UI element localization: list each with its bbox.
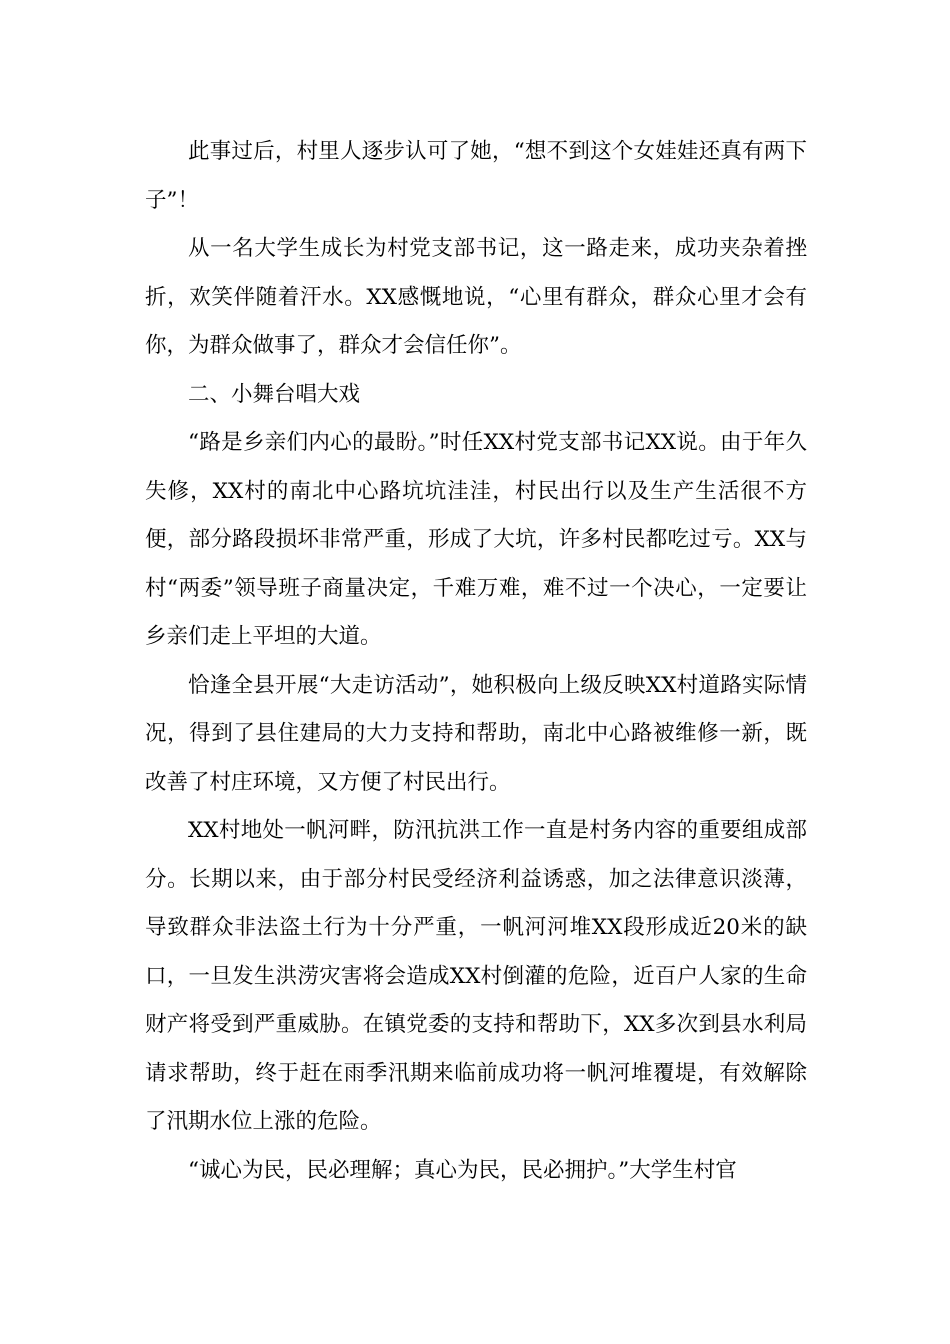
- section-heading: 二、小舞台唱大戏: [188, 381, 361, 407]
- document-page: [145, 128, 807, 1195]
- paragraph-2: 从一名大学生成长为村党支部书记，这一路走来，成功夹杂着挫折，欢笑伴随着汗水。XX感慨地说，“心里有群众，群众心里才会有你，为群众做事了，群众才会信任你”。: [145, 236, 807, 358]
- paragraph-4: 恰逢全县开展“大走访活动”，她积极向上级反映XX村道路实际情况，得到了县住建局的大力支持和帮助，南北中心路被维修一新，既改善了村庄环境，又方便了村民出行。: [145, 672, 807, 795]
- paragraph-3: “路是乡亲们内心的最盼。”时任XX村党支部书记XX说。由于年久失修，XX村的南北中心路坑坑洼洼，村民出行以及生产生活很不方便，部分路段损坏非常严重，形成了大坑，许多村民都吃过亏。XX与村“两委”领导班子商量决定，千难万难，难不过一个决心，一定要让乡亲们走上平坦的大道。: [145, 430, 807, 649]
- paragraph-5: XX村地处一帆河畔，防汛抗洪工作一直是村务内容的重要组成部分。长期以来，由于部分村民受经济利益诱惑，加之法律意识淡薄，导致群众非法盗土行为十分严重，一帆河河堆XX段形成近20米的缺口，一旦发生洪涝灾害将会造成XX村倒灌的危险，近百户人家的生命财产将受到严重威胁。在镇党委的支持和帮助下，XX多次到县水利局请求帮助，终于赶在雨季汛期来临前成功将一帆河堆覆堤，有效解除了汛期水位上涨的危险。: [145, 818, 807, 1134]
- paragraph-1: 此事过后，村里人逐步认可了她，“想不到这个女娃娃还真有两下子”！: [145, 139, 807, 213]
- paragraph-6: “诚心为民，民必理解；真心为民，民必拥护。”大学生村官: [188, 1157, 737, 1183]
